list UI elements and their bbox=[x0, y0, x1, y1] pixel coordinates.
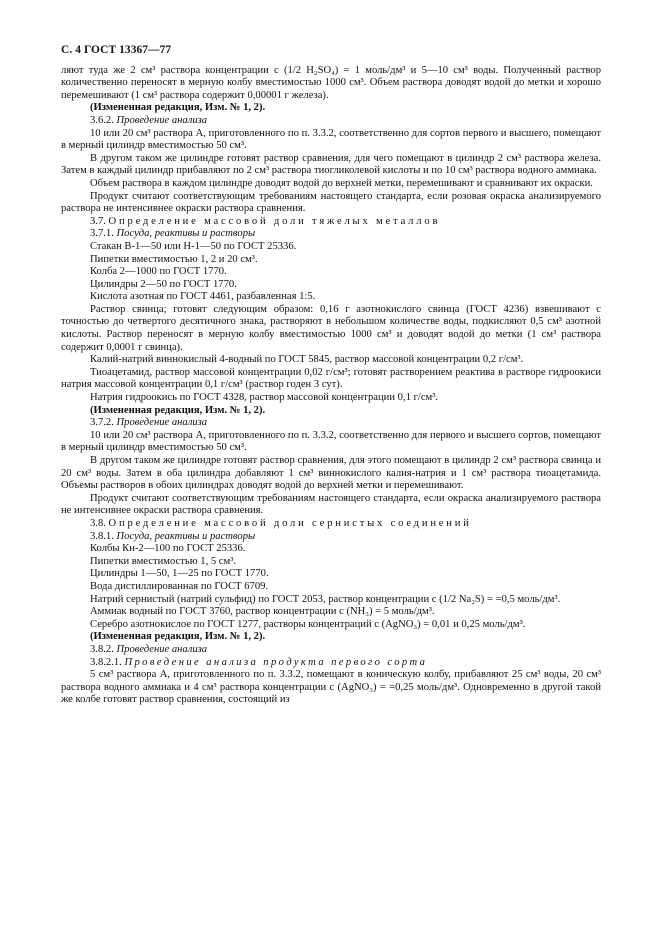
section-heading-3-8-2 bbox=[61, 644, 601, 657]
amendment-note: (Измененная редакция, Изм. № 1, 2). bbox=[90, 631, 266, 643]
list-item: Цилиндры 1—50, 1—25 по ГОСТ 1770. bbox=[90, 568, 269, 580]
section-title: Проведение анализа bbox=[116, 114, 208, 126]
paragraph: Объем раствора в каждом цилиндре доводят водой до верхней метки, перемешивают и сравнивают их окраски. bbox=[90, 177, 593, 189]
section-number: 3.6.2. bbox=[90, 114, 114, 126]
list-item: Вода дистиллированная по ГОСТ 6709. bbox=[90, 580, 269, 592]
paragraph: 10 или 20 см³ раствора А, приготовленного по п. 3.3.2, соответственно для сортов первого и высшего, помещают в мерный цилиндр вместимостью 50 см³. bbox=[61, 127, 601, 152]
page-header: С. 4 ГОСТ 13367—77 bbox=[61, 44, 172, 56]
paragraph: Серебро азотнокислое по ГОСТ 1277, растворы концентраций c (AgNO₃) = 0,01 и 0,25 моль/дм³. bbox=[90, 618, 526, 630]
section-title: Посуда, реактивы и растворы bbox=[116, 228, 256, 240]
section-number: 3.8.2. bbox=[90, 643, 114, 655]
section-number: 3.8.1. bbox=[90, 530, 114, 542]
section-heading-3-7-2 bbox=[61, 417, 601, 430]
paragraph: Раствор свинца; готовят следующим образом: 0,16 г азотнокислого свинца (ГОСТ 4236) взвешивают с точностью до четвертого десятичного знака, растворяют в небольшом количестве воды, подкисляют 0,5 см³ азотной кислоты. Раствор переносят в мерную колбу вместимостью 1000 см³ и доводят водой до метки (1 см³ раствора содержит 0,0001 г свинца). bbox=[61, 303, 601, 353]
section-number: 3.7.1. bbox=[90, 228, 114, 240]
list-item: Цилиндры 2—50 по ГОСТ 1770. bbox=[90, 278, 237, 290]
paragraph: Натрий сернистый (натрий сульфид) по ГОСТ 2053, раствор концентрации c (1/2 Na₂S) = =0,5 моль/дм³. bbox=[90, 593, 561, 605]
section-heading-3-6-2 bbox=[61, 115, 601, 128]
section-number: 3.8. bbox=[90, 517, 106, 529]
section-title: Проведение анализа bbox=[116, 417, 208, 429]
paragraph: Тиоацетамид, раствор массовой концентрации 0,02 г/см³; готовят растворением реактива в растворе гидроокиси натрия массовой концентрации 0,1 г/см³ (раствор годен 3 сут). bbox=[61, 366, 601, 391]
paragraph: Продукт считают соответствующим требованиям настоящего стандарта, если окраска анализируемого раствора не интенсивнее окраски раствора сравнения. bbox=[61, 492, 601, 517]
paragraph: 5 см³ раствора А, приготовленного по п. 3.3.2, помещают в коническую колбу, прибавляют 25 см³ воды, 20 см³ раствора водного аммиака и 4 см³ раствора концентрации c (AgNO₃) = =0,25 моль/дм³. Одновременно в другой такой же колбе готовят раствор сравнения, состоящий из bbox=[61, 669, 601, 706]
paragraph-continuation: ляют туда же 2 см³ раствора концентрации c (1/2 H₂SO₄) = 1 моль/дм³ и 5—10 см³ воды. Полученный раствор количественно переносят в мерную колбу вместимостью 1000 см³. Объем раствора доводят водой до метки и хорошо перемешивают (1 см³ раствора содержит 0,00001 г железа). bbox=[61, 64, 601, 101]
section-heading-3-7-1 bbox=[61, 228, 601, 241]
section-heading-3-7 bbox=[61, 216, 601, 229]
paragraph: Аммиак водный по ГОСТ 3760, раствор концентрации c (NH₃) = 5 моль/дм³. bbox=[90, 606, 435, 618]
paragraph: Калий-натрий виннокислый 4-водный по ГОСТ 5845, раствор массовой концентрации 0,2 г/см³. bbox=[90, 354, 524, 366]
section-number: 3.7. bbox=[90, 215, 106, 227]
paragraph: Продукт считают соответствующим требованиям настоящего стандарта, если розовая окраска анализируемого раствора не интенсивнее окраски раствора сравнения. bbox=[61, 190, 601, 215]
section-heading-3-8-2-1 bbox=[61, 657, 601, 670]
list-item: Пипетки вместимостью 1, 2 и 20 см³. bbox=[90, 253, 258, 265]
section-heading-3-8 bbox=[61, 518, 601, 531]
section-number: 3.8.2.1. bbox=[90, 656, 122, 668]
amendment-note: (Измененная редакция, Изм. № 1, 2). bbox=[90, 102, 266, 114]
section-number: 3.7.2. bbox=[90, 417, 114, 429]
list-item: Стакан В-1—50 или Н-1—50 по ГОСТ 25336. bbox=[90, 240, 297, 252]
section-title: Определение массовой доли сернистых соединений bbox=[108, 517, 472, 529]
section-title: Проведение анализа bbox=[116, 643, 208, 655]
paragraph: В другом таком же цилиндре готовят раствор сравнения, для чего помещают в цилиндр 2 см³ раствора железа. Затем в каждый цилиндр прибавляют по 2 см³ раствора тиогликолевой кислоты и по 10 см³ раствора водного аммиака. bbox=[61, 152, 601, 177]
paragraph: Натрия гидроокись по ГОСТ 4328, раствор массовой концентрации 0,1 г/см³. bbox=[90, 392, 439, 404]
amendment-note: (Измененная редакция, Изм. № 1, 2). bbox=[90, 404, 266, 416]
list-item: Кислота азотная по ГОСТ 4461, разбавленная 1:5. bbox=[90, 291, 316, 303]
list-item: Колбы Кн-2—100 по ГОСТ 25336. bbox=[90, 543, 246, 555]
list-item: Пипетки вместимостью 1, 5 см³. bbox=[90, 555, 237, 567]
list-item: Колба 2—1000 по ГОСТ 1770. bbox=[90, 266, 227, 278]
section-title: Проведение анализа продукта первого сорта bbox=[124, 656, 428, 668]
document-page bbox=[61, 44, 601, 707]
section-heading-3-8-1 bbox=[61, 531, 601, 544]
section-title: Посуда, реактивы и растворы bbox=[116, 530, 256, 542]
paragraph: 10 или 20 см³ раствора А, приготовленного по п. 3.3.2, соответственно для первого и высшего сортов, помещают в мерный цилиндр вместимостью 50 см³. bbox=[61, 429, 601, 454]
section-title: Определение массовой доли тяжелых металлов bbox=[108, 215, 441, 227]
paragraph: В другом таком же цилиндре готовят раствор сравнения, для этого помещают в цилиндр 2 см³ раствора свинца и 20 см³ воды. Затем в оба цилиндра добавляют 1 см³ виннокислого калия-натрия и 1 см³ раствора тиоацетамида. Объемы растворов в обоих цилиндрах доводят водой до верхней метки и перемешивают. bbox=[61, 455, 601, 492]
